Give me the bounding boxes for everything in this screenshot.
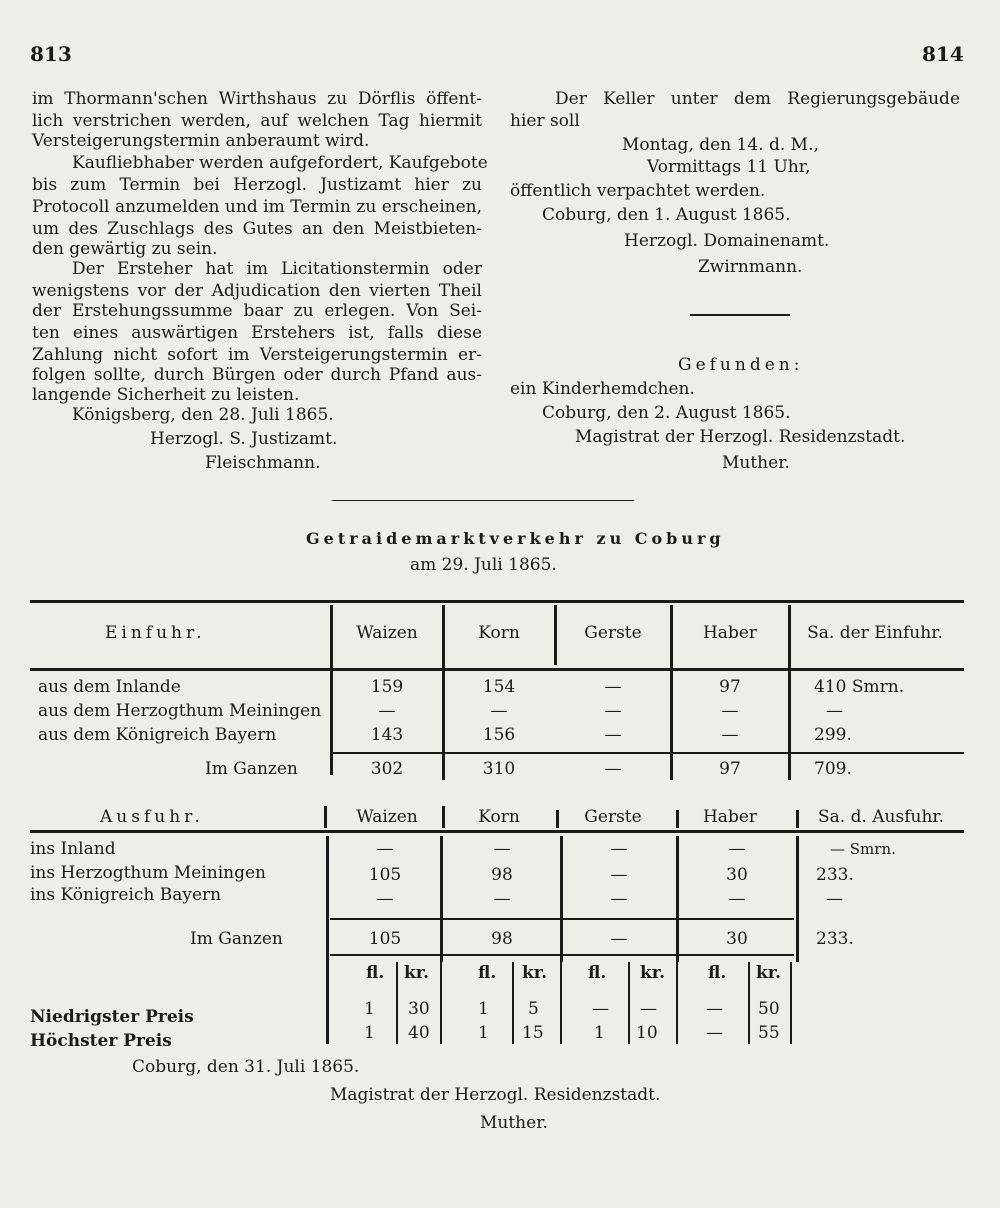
signature: Zwirnmann. <box>698 257 803 277</box>
notice-line: im Thormann'schen Wirthshaus zu Dörflis öffent- <box>32 89 482 109</box>
table-cell: — <box>493 889 511 909</box>
table-cell: — <box>378 701 396 721</box>
table-cell: — <box>604 701 622 721</box>
notice-line: langende Sicherheit zu leisten. <box>32 385 300 405</box>
header-rule <box>30 668 964 671</box>
table-cell: — <box>376 889 394 909</box>
table-cell: 10 <box>636 1023 658 1043</box>
table-cell: 156 <box>482 725 516 745</box>
table-cell: — <box>706 1023 723 1043</box>
column-header: Gerste <box>584 807 642 827</box>
table-cell: — Smrn. <box>830 840 896 858</box>
table-cell: — <box>610 865 628 885</box>
row-label: Höchster Preis <box>30 1031 172 1051</box>
table-cell: 299. <box>814 725 852 745</box>
total-label: Im Ganzen <box>190 929 283 949</box>
currency-label: fl. <box>366 963 385 983</box>
row-label: ins Herzogthum Meiningen <box>30 863 266 883</box>
market-date: am 29. Juli 1865. <box>410 555 557 575</box>
table-cell: 30 <box>726 929 748 949</box>
table-cell: — <box>728 889 746 909</box>
notice-line: den gewärtig zu sein. <box>32 239 218 259</box>
column-divider <box>326 836 329 1044</box>
column-header: Waizen <box>356 807 418 827</box>
place-date: Königsberg, den 28. Juli 1865. <box>72 405 334 425</box>
table-cell: 98 <box>491 865 513 885</box>
table-cell: 55 <box>758 1023 780 1043</box>
notice-line: Der Ersteher hat im Licitationstermin oder <box>72 259 482 279</box>
total-label: Im Ganzen <box>205 759 298 779</box>
table-cell: 302 <box>370 759 404 779</box>
table-cell: 410 Smrn. <box>814 677 905 697</box>
place-date: Coburg, den 2. August 1865. <box>542 403 791 423</box>
table-cell: 40 <box>408 1023 430 1043</box>
table-cell: 233. <box>816 865 854 885</box>
notice-line: ten eines auswärtigen Erstehers ist, falls diese <box>32 323 482 343</box>
table-cell: — <box>604 759 622 779</box>
lease-line: öffentlich verpachtet werden. <box>510 181 766 201</box>
column-divider <box>676 810 679 828</box>
table-cell: — <box>604 677 622 697</box>
lease-line: Der Keller unter dem Regierungsgebäude <box>555 89 960 109</box>
column-header: Korn <box>478 807 520 827</box>
table-cell: 143 <box>370 725 404 745</box>
table-cell: 1 <box>594 1023 605 1043</box>
lease-line: hier soll <box>510 111 580 131</box>
office-name: Magistrat der Herzogl. Residenzstadt. <box>575 427 906 447</box>
subtotal-rule <box>330 918 794 920</box>
column-header: Haber <box>702 623 758 643</box>
signature: Muther. <box>480 1113 548 1133</box>
table-cell: — <box>610 839 628 859</box>
header-rule <box>30 830 964 833</box>
office-name: Magistrat der Herzogl. Residenzstadt. <box>330 1085 661 1105</box>
notice-line: lich verstrichen werden, auf welchen Tag hiermit <box>32 111 482 131</box>
market-title: Getraidemarktverkehr zu Coburg <box>306 529 725 548</box>
table-cell: 1 <box>364 1023 375 1043</box>
table-cell: 159 <box>370 677 404 697</box>
column-divider <box>628 962 630 1044</box>
table-cell: — <box>826 701 843 721</box>
table-cell: — <box>728 839 746 859</box>
table-cell: 105 <box>368 865 402 885</box>
column-divider <box>790 962 792 1044</box>
notice-line: um des Zuschlags des Gutes an den Meistbieten- <box>32 219 482 239</box>
column-divider <box>440 836 443 962</box>
column-divider <box>324 806 327 828</box>
table-cell: 154 <box>482 677 516 697</box>
import-header: Einfuhr. <box>105 623 206 643</box>
separator-rule <box>690 314 790 316</box>
notice-line: Protocoll anzumelden und im Termin zu erscheinen, <box>32 197 482 217</box>
table-cell: 50 <box>758 999 780 1019</box>
table-cell: — <box>604 725 622 745</box>
table-cell: — <box>610 929 628 949</box>
currency-label: kr. <box>522 963 548 983</box>
table-cell: 310 <box>482 759 516 779</box>
notice-line: der Erstehungssumme baar zu erlegen. Von Sei- <box>32 301 482 321</box>
table-cell: — <box>721 701 739 721</box>
table-cell: — <box>592 999 609 1019</box>
row-label: aus dem Königreich Bayern <box>38 725 277 745</box>
currency-label: kr. <box>640 963 666 983</box>
table-cell: 30 <box>408 999 430 1019</box>
row-label: ins Inland <box>30 839 116 859</box>
currency-label: kr. <box>756 963 782 983</box>
notice-line: wenigstens vor der Adjudication den vierten Theil <box>32 281 482 301</box>
signature: Muther. <box>722 453 790 473</box>
table-cell: — <box>610 889 628 909</box>
table-cell: 30 <box>726 865 748 885</box>
column-header: Korn <box>478 623 520 643</box>
table-cell: — <box>640 999 657 1019</box>
table-cell: 98 <box>491 929 513 949</box>
notice-line: Kaufliebhaber werden aufgefordert, Kaufgebote <box>72 153 488 173</box>
row-label: aus dem Herzogthum Meiningen <box>38 701 322 721</box>
currency-label: fl. <box>478 963 497 983</box>
found-item: ein Kinderhemdchen. <box>510 379 695 399</box>
notice-line: folgen sollte, durch Bürgen oder durch Pfand aus- <box>32 365 482 385</box>
export-header: Ausfuhr. <box>100 807 204 827</box>
page-number-left: 813 <box>30 42 72 66</box>
separator-rule <box>332 500 634 501</box>
column-divider <box>440 962 442 1044</box>
currency-label: fl. <box>708 963 727 983</box>
column-header: Haber <box>702 807 758 827</box>
column-divider <box>396 962 398 1044</box>
table-cell: 709. <box>814 759 852 779</box>
office-name: Herzogl. Domainenamt. <box>624 231 830 251</box>
subtotal-rule <box>330 752 964 754</box>
table-cell: 5 <box>528 999 539 1019</box>
page-number-right: 814 <box>922 42 964 66</box>
place-date: Coburg, den 31. Juli 1865. <box>132 1057 360 1077</box>
notice-line: Zahlung nicht sofort im Versteigerungstermin er- <box>32 345 482 365</box>
column-divider <box>560 962 562 1044</box>
table-cell: — <box>826 889 843 909</box>
column-header: Waizen <box>356 623 418 643</box>
lease-date: Montag, den 14. d. M., <box>622 135 819 155</box>
column-divider <box>676 962 678 1044</box>
found-heading: Gefunden: <box>678 355 804 375</box>
column-header: Sa. der Einfuhr. <box>807 623 943 643</box>
table-cell: — <box>490 701 508 721</box>
table-cell: 1 <box>478 999 489 1019</box>
row-label: aus dem Inlande <box>38 677 181 697</box>
table-cell: — <box>376 839 394 859</box>
table-cell: — <box>493 839 511 859</box>
column-divider <box>796 810 799 828</box>
currency-label: kr. <box>404 963 430 983</box>
column-header: Sa. d. Ausfuhr. <box>818 807 945 827</box>
table-cell: 105 <box>368 929 402 949</box>
place-date: Coburg, den 1. August 1865. <box>542 205 791 225</box>
currency-label: fl. <box>588 963 607 983</box>
column-divider <box>748 962 750 1044</box>
table-top-rule <box>30 600 964 603</box>
notice-line: Versteigerungstermin anberaumt wird. <box>32 131 370 151</box>
office-name: Herzogl. S. Justizamt. <box>150 429 338 449</box>
notice-line: bis zum Termin bei Herzogl. Justizamt hier zu <box>32 175 482 195</box>
column-header: Gerste <box>584 623 642 643</box>
signature: Fleischmann. <box>205 453 321 473</box>
column-divider <box>796 836 799 962</box>
table-cell: — <box>721 725 739 745</box>
row-label: ins Königreich Bayern <box>30 885 222 905</box>
table-cell: — <box>706 999 723 1019</box>
table-cell: 97 <box>719 759 741 779</box>
column-divider <box>556 810 559 828</box>
row-label: Niedrigster Preis <box>30 1007 194 1027</box>
column-divider <box>512 962 514 1044</box>
column-divider <box>442 806 445 828</box>
table-cell: 1 <box>478 1023 489 1043</box>
table-cell: 15 <box>522 1023 544 1043</box>
table-cell: 1 <box>364 999 375 1019</box>
table-cell: 97 <box>719 677 741 697</box>
table-cell: 233. <box>816 929 854 949</box>
lease-time: Vormittags 11 Uhr, <box>647 157 811 177</box>
subtotal-rule <box>330 954 794 956</box>
